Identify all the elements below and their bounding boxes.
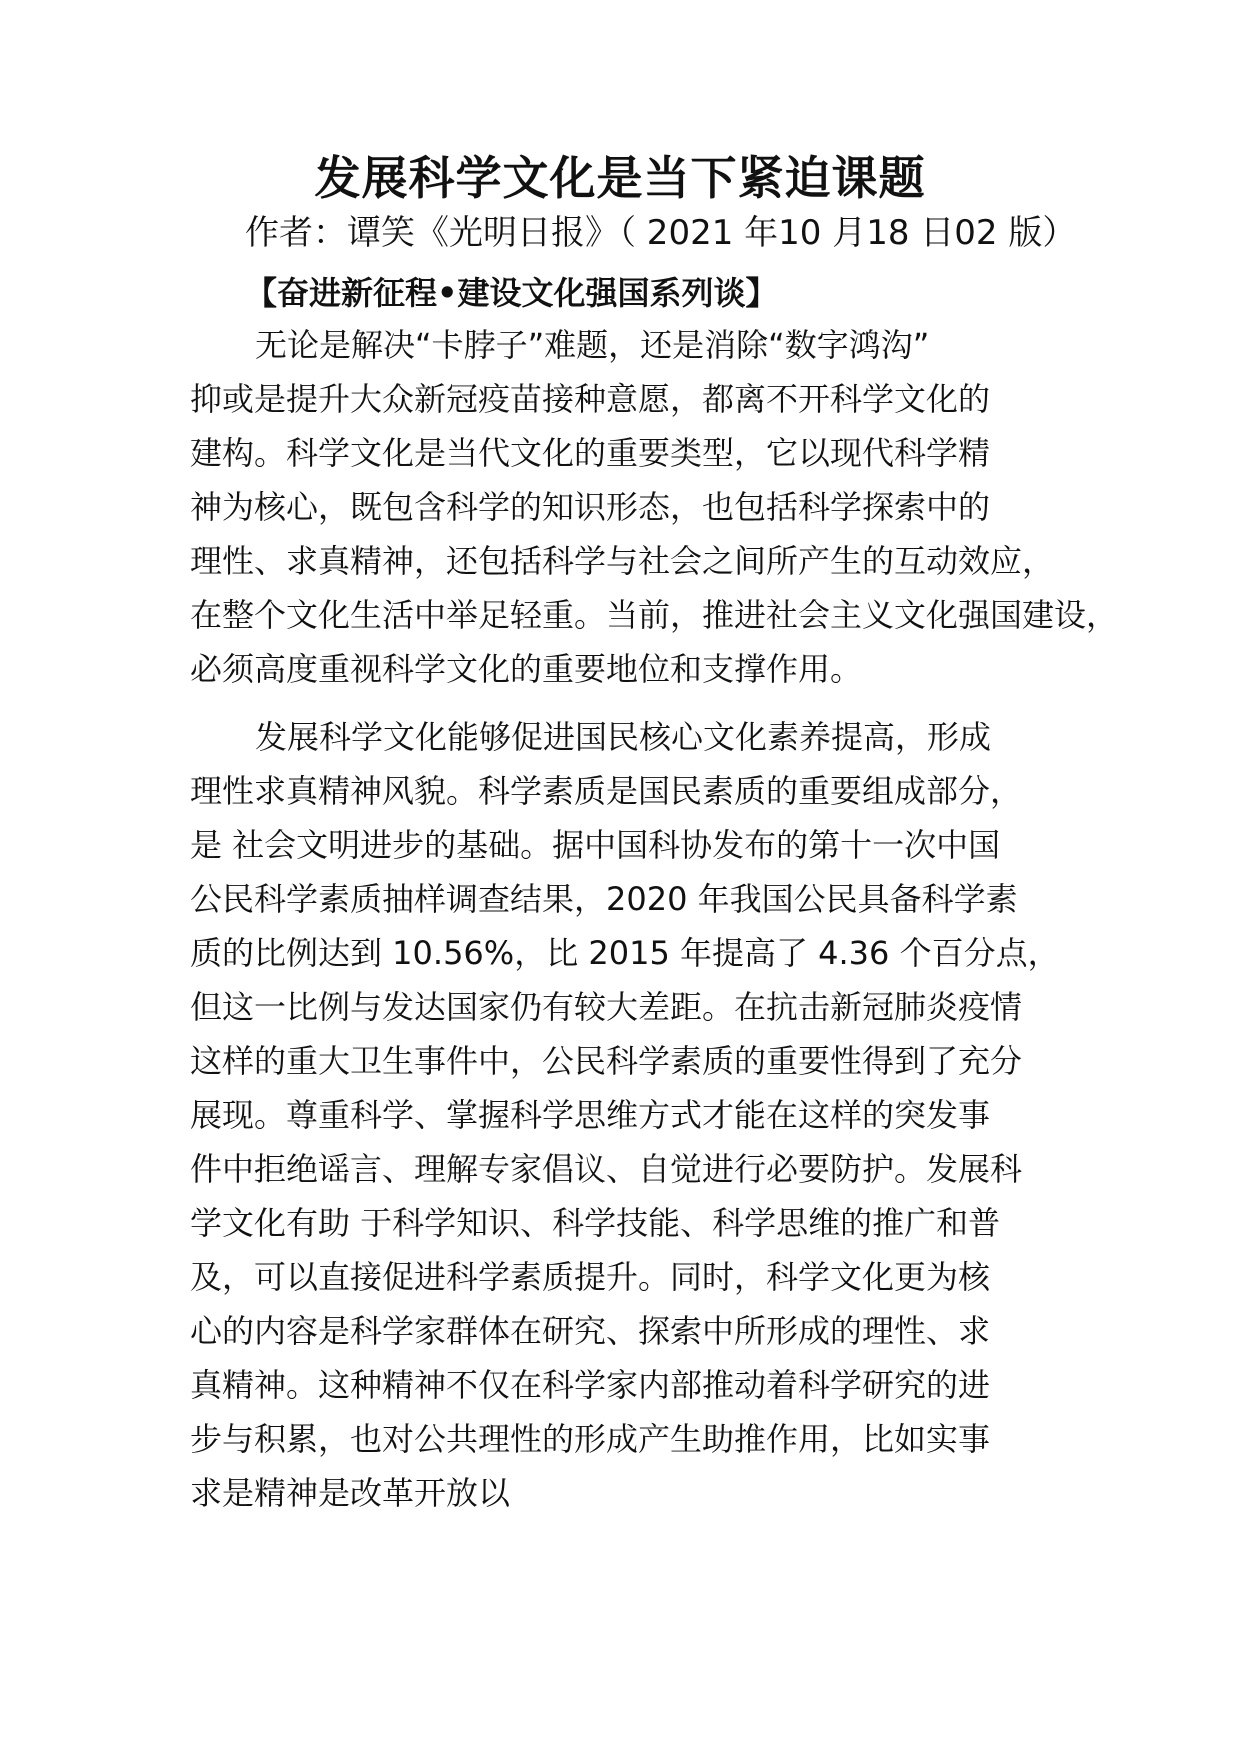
body-line: 这样的重大卫生事件中，公民科学素质的重要性得到了充分	[190, 1042, 1023, 1080]
body-line: 是 社会文明进步的基础。据中国科协发布的第十一次中国	[190, 826, 1001, 864]
body-line: 步与积累，也对公共理性的形成产生助推作用，比如实事	[190, 1420, 991, 1458]
body-line: 理性求真精神风貌。科学素质是国民素质的重要组成部分，	[190, 772, 1023, 810]
body-line: 发展科学文化能够促进国民核心文化素养提高，形成	[255, 718, 992, 756]
body-line: 建构。科学文化是当代文化的重要类型，它以现代科学精	[190, 434, 991, 472]
body-line: 理性、求真精神，还包括科学与社会之间所产生的互动效应，	[190, 542, 1055, 580]
body-line: 展现。尊重科学、掌握科学思维方式才能在这样的突发事	[190, 1096, 991, 1134]
body-line: 在整个文化生活中举足轻重。当前，推进社会主义文化强国建设，	[190, 596, 1119, 634]
body-line: 但这一比例与发达国家仍有较大差距。在抗击新冠肺炎疫情	[190, 988, 1023, 1026]
body-line: 必须高度重视科学文化的重要地位和支撑作用。	[190, 650, 863, 688]
body-line: 求是精神是改革开放以	[190, 1474, 511, 1512]
body-line: 公民科学素质抽样调查结果，2020 年我国公民具备科学素	[190, 880, 1018, 918]
body-line: 神为核心，既包含科学的知识形态，也包括科学探索中的	[190, 488, 991, 526]
body-line: 心的内容是科学家群体在研究、探索中所形成的理性、求	[190, 1312, 991, 1350]
body-line: 真精神。这种精神不仅在科学家内部推动着科学研究的进	[190, 1366, 991, 1404]
article-title: 发展科学文化是当下紧迫课题	[314, 151, 926, 205]
body-line: 学文化有助 于科学知识、科学技能、科学思维的推广和普	[190, 1204, 1001, 1242]
article-byline: 作者：谭笑《光明日报》（ 2021 年10 月18 日02 版）	[245, 213, 1077, 253]
body-line: 抑或是提升大众新冠疫苗接种意愿，都离不开科学文化的	[190, 380, 991, 418]
series-heading: 【奋进新征程•建设文化强国系列谈】	[245, 274, 778, 312]
body-line: 及，可以直接促进科学素质提升。同时，科学文化更为核	[190, 1258, 991, 1296]
body-line: 件中拒绝谣言、理解专家倡议、自觉进行必要防护。发展科	[190, 1150, 1023, 1188]
body-line: 质的比例达到 10.56%，比 2015 年提高了 4.36 个百分点，	[190, 934, 1060, 972]
body-line: 无论是解决“卡脖子”难题，还是消除“数字鸿沟”	[255, 326, 930, 364]
